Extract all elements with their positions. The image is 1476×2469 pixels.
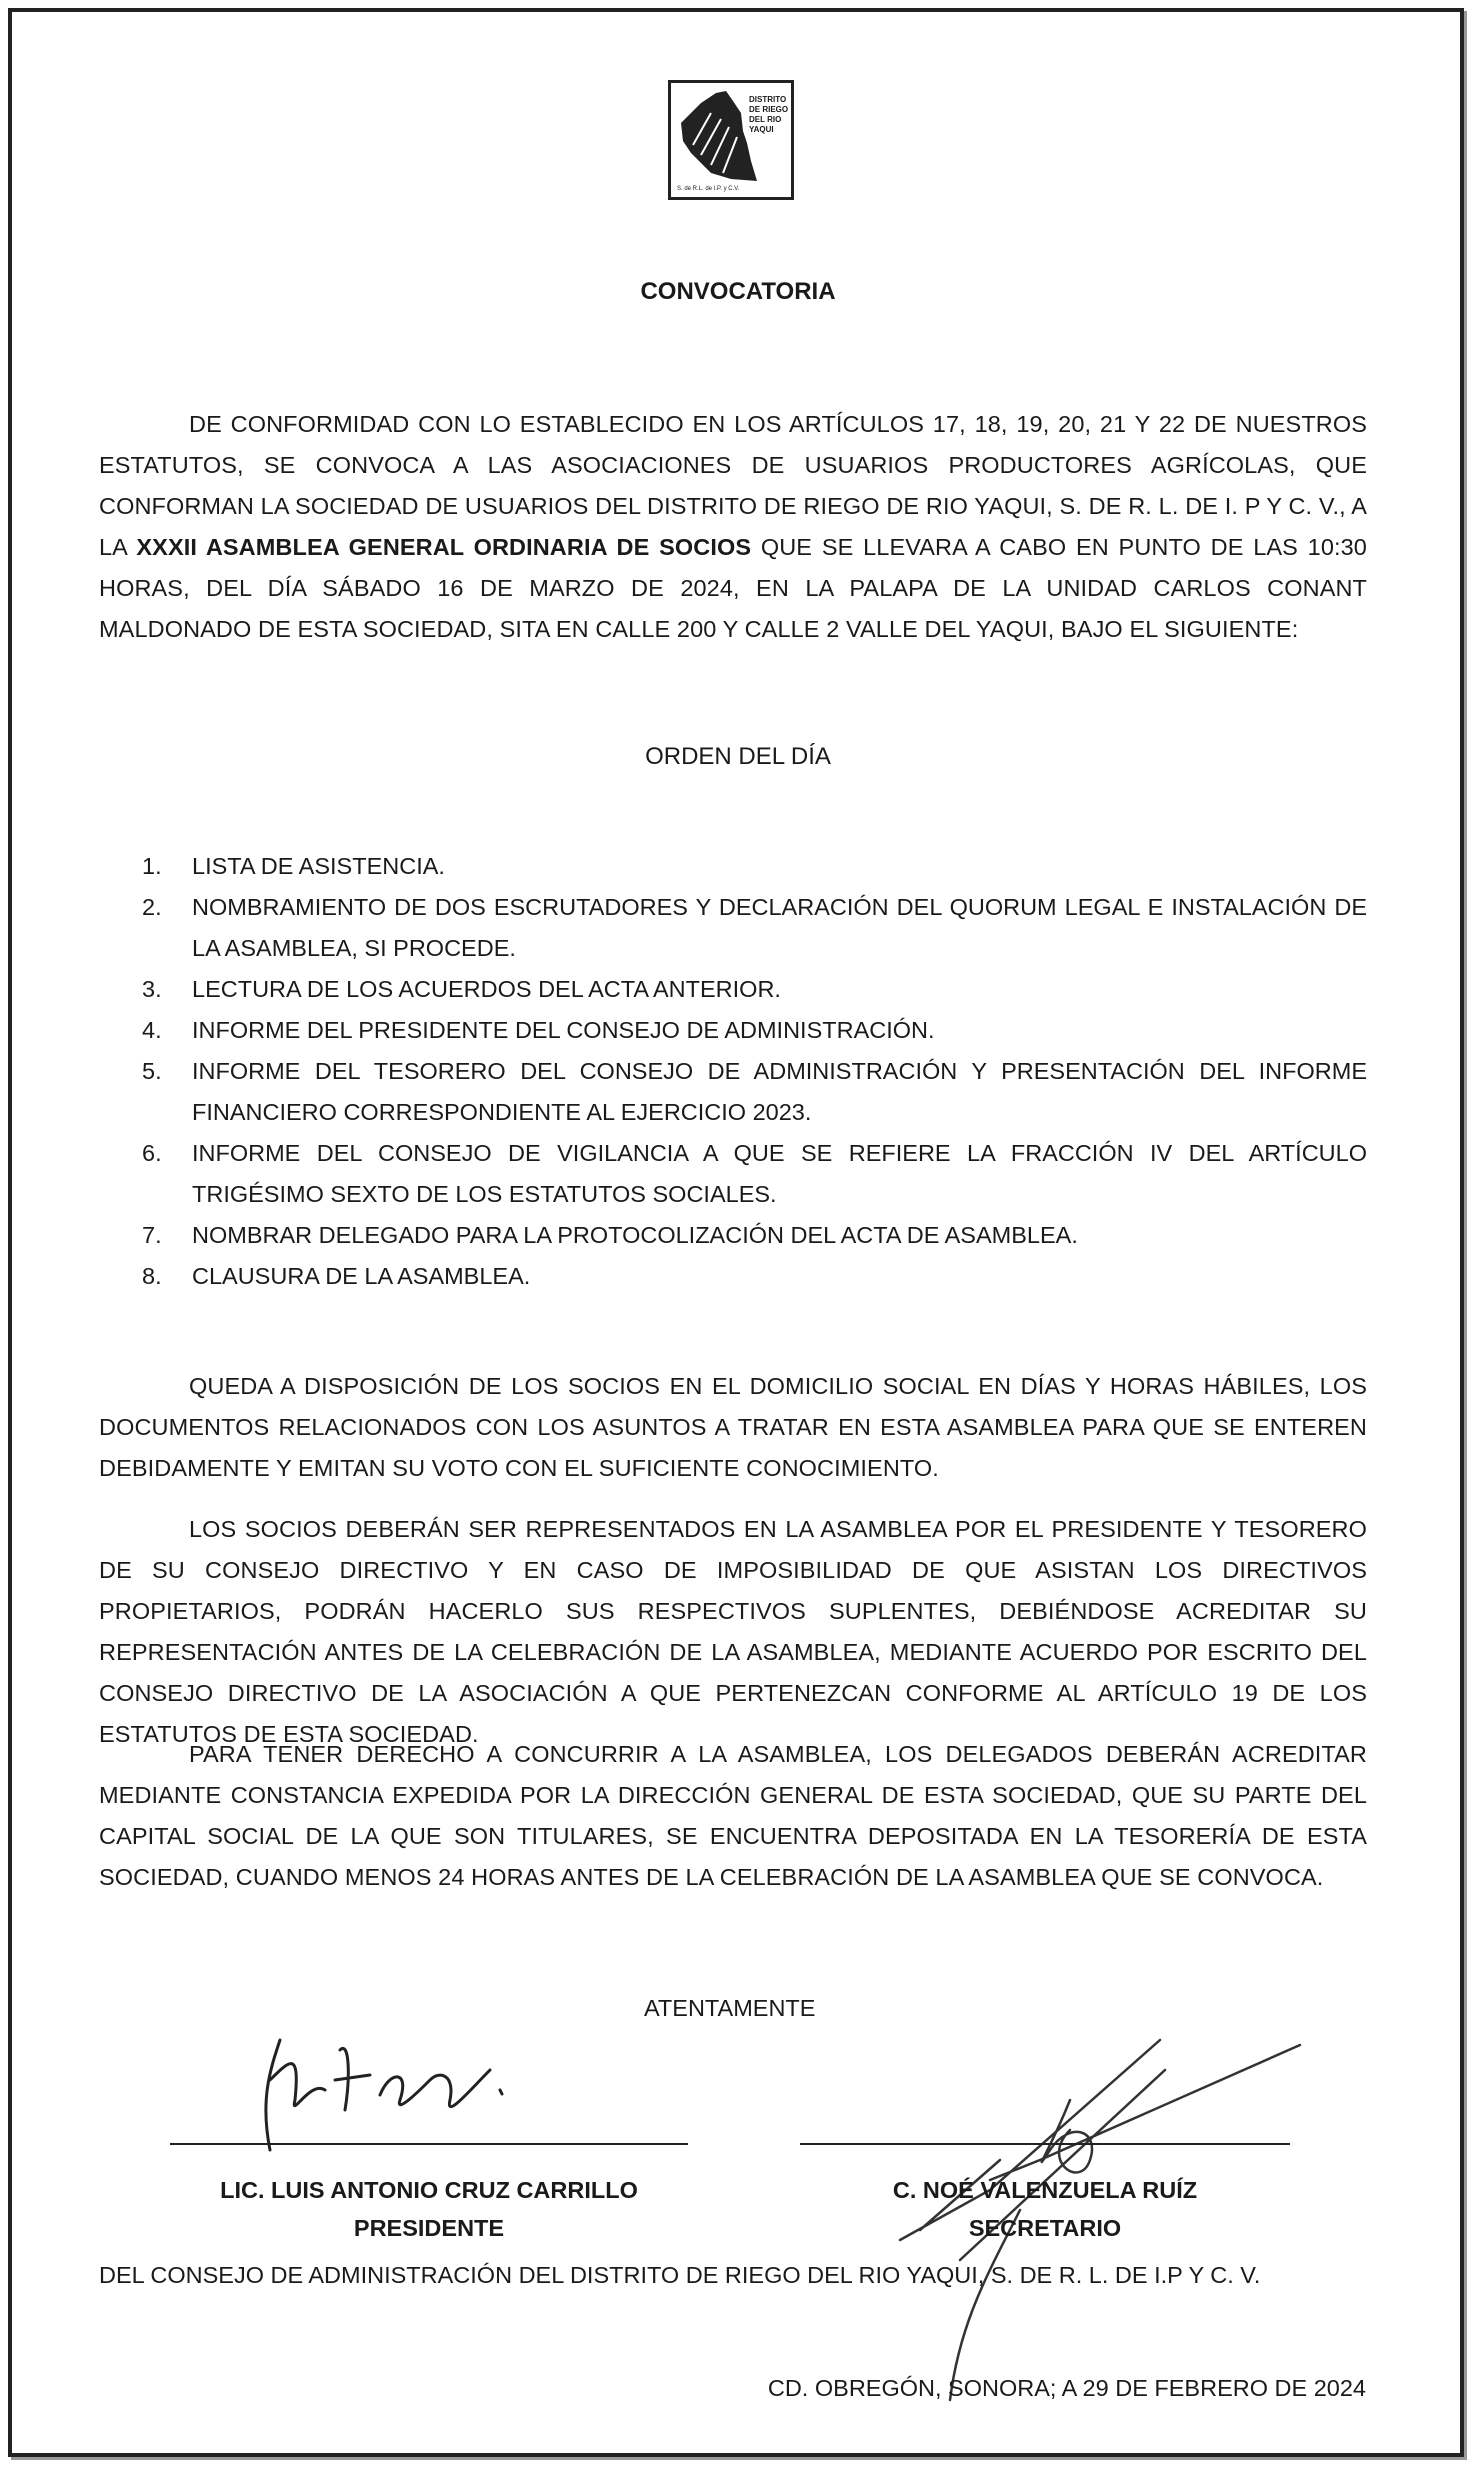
agenda-text: CLAUSURA DE LA ASAMBLEA. xyxy=(192,1263,531,1289)
logo-text: DISTRITO DE RIEGO DEL RIO YAQUI xyxy=(749,95,789,134)
secretary-signature-line xyxy=(800,2143,1290,2145)
intro-text-1: DE CONFORMIDAD CON LO ESTABLECIDO EN LOS ARTÍCULOS 17, 18, 19, 20, 21 Y 22 DE NUESTROS ESTATUTOS, SE CONVOCA A LAS ASOCIACIONES DE USUARIOS PRODUCTORES AGRÍCOLAS, QUE CONFORMAN LA SOCIEDAD DE USUARIOS DEL DISTRITO DE RIEGO DE RIO YAQUI, S. DE R. L. DE I. P Y C. V., A LA xyxy=(99,411,1367,560)
logo-footnote: S. de R.L. de I.P. y C.V. xyxy=(677,186,740,192)
agenda-number: 6. xyxy=(142,1140,162,1166)
rights-paragraph: PARA TENER DERECHO A CONCURRIR A LA ASAMBLEA, LOS DELEGADOS DEBERÁN ACREDITAR MEDIANTE CONSTANCIA EXPEDIDA POR LA DIRECCIÓN GENERAL DE ESTA SOCIEDAD, QUE SU PARTE DEL CAPITAL SOCIAL DE LA QUE SON TITULARES, SE ENCUENTRA DEPOSITADA EN LA TESORERÍA DE ESTA SOCIEDAD, CUANDO MENOS 24 HORAS ANTES DE LA CELEBRACIÓN DE LA ASAMBLEA QUE SE CONVOCA. xyxy=(99,1741,1367,1890)
organization-logo xyxy=(668,80,794,200)
intro-bold-text: XXXII ASAMBLEA GENERAL ORDINARIA DE SOCIOS xyxy=(136,534,752,560)
closing-salutation: ATENTAMENTE xyxy=(644,1995,816,2021)
president-signature-line xyxy=(170,2143,688,2145)
agenda-text: NOMBRAR DELEGADO PARA LA PROTOCOLIZACIÓN DEL ACTA DE ASAMBLEA. xyxy=(192,1222,1078,1248)
agenda-text: NOMBRAMIENTO DE DOS ESCRUTADORES Y DECLARACIÓN DEL QUORUM LEGAL E INSTALACIÓN DE LA ASAMBLEA, SI PROCEDE. xyxy=(192,894,1367,961)
agenda-item xyxy=(142,1215,1367,1256)
secretary-signer xyxy=(800,2171,1290,2247)
president-name: LIC. LUIS ANTONIO CRUZ CARRILLO xyxy=(220,2177,638,2203)
agenda-item xyxy=(142,969,1367,1010)
secretary-name: C. NOÉ VALENZUELA RUÍZ xyxy=(892,2177,1198,2203)
intro-text-2: QUE SE LLEVARA A CABO EN PUNTO DE LAS 10:30 HORAS, DEL DÍA SÁBADO 16 DE MARZO DE 2024, EN LA PALAPA DE LA UNIDAD CARLOS CONANT MALDONADO DE ESTA SOCIEDAD, SITA EN CALLE 200 Y CALLE 2 VALLE DEL YAQUI, BAJO EL SIGUIENTE: xyxy=(99,534,1367,642)
president-role: PRESIDENTE xyxy=(353,2215,505,2241)
document-title: CONVOCATORIA xyxy=(640,278,836,305)
agenda-title: ORDEN DEL DÍA xyxy=(645,743,831,770)
agenda-number: 7. xyxy=(142,1222,162,1248)
agenda-number: 4. xyxy=(142,1017,162,1043)
agenda-item xyxy=(142,1133,1367,1215)
agenda-number: 2. xyxy=(142,894,162,920)
agenda-list xyxy=(142,846,1367,1297)
agenda-text: INFORME DEL CONSEJO DE VIGILANCIA A QUE SE REFIERE LA FRACCIÓN IV DEL ARTÍCULO TRIGÉSIMO SEXTO DE LOS ESTATUTOS SOCIALES. xyxy=(192,1140,1367,1207)
agenda-number: 5. xyxy=(142,1058,162,1084)
president-signature xyxy=(240,2010,540,2160)
availability-paragraph: QUEDA A DISPOSICIÓN DE LOS SOCIOS EN EL DOMICILIO SOCIAL EN DÍAS Y HORAS HÁBILES, LOS DOCUMENTOS RELACIONADOS CON LOS ASUNTOS A TRATAR EN ESTA ASAMBLEA PARA QUE SE ENTEREN DEBIDAMENTE Y EMITAN SU VOTO CON EL SUFICIENTE CONOCIMIENTO. xyxy=(99,1373,1367,1481)
agenda-text: LISTA DE ASISTENCIA. xyxy=(192,853,445,879)
agenda-text: LECTURA DE LOS ACUERDOS DEL ACTA ANTERIOR. xyxy=(192,976,781,1002)
agenda-item xyxy=(142,1256,1367,1297)
intro-paragraph xyxy=(99,404,1367,650)
agenda-number: 3. xyxy=(142,976,162,1002)
agenda-number: 1. xyxy=(142,853,162,879)
agenda-number: 8. xyxy=(142,1263,162,1289)
agenda-text: INFORME DEL PRESIDENTE DEL CONSEJO DE ADMINISTRACIÓN. xyxy=(192,1017,935,1043)
agenda-item xyxy=(142,846,1367,887)
representation-paragraph: LOS SOCIOS DEBERÁN SER REPRESENTADOS EN LA ASAMBLEA POR EL PRESIDENTE Y TESORERO DE SU CONSEJO DIRECTIVO Y EN CASO DE IMPOSIBILIDAD DE QUE ASISTAN LOS DIRECTIVOS PROPIETARIOS, PODRÁN HACERLO SUS RESPECTIVOS SUPLENTES, DEBIÉNDOSE ACREDITAR SU REPRESENTACIÓN ANTES DE LA CELEBRACIÓN DE LA ASAMBLEA, MEDIANTE ACUERDO POR ESCRITO DEL CONSEJO DIRECTIVO DE LA ASOCIACIÓN A QUE PERTENEZCAN CONFORME AL ARTÍCULO 19 DE LOS ESTATUTOS DE ESTA SOCIEDAD. xyxy=(99,1516,1367,1747)
agenda-text: INFORME DEL TESORERO DEL CONSEJO DE ADMINISTRACIÓN Y PRESENTACIÓN DEL INFORME FINANCIERO CORRESPONDIENTE AL EJERCICIO 2023. xyxy=(192,1058,1367,1125)
council-footer: DEL CONSEJO DE ADMINISTRACIÓN DEL DISTRITO DE RIEGO DEL RIO YAQUI, S. DE R. L. DE I.P Y C. V. xyxy=(99,2262,1261,2288)
agenda-item xyxy=(142,1010,1367,1051)
secretary-role: SECRETARIO xyxy=(968,2215,1122,2241)
agenda-item xyxy=(142,1051,1367,1133)
place-and-date: CD. OBREGÓN, SONORA; A 29 DE FEBRERO DE 2024 xyxy=(767,2375,1366,2401)
president-signer xyxy=(160,2171,698,2247)
agenda-item xyxy=(142,887,1367,969)
